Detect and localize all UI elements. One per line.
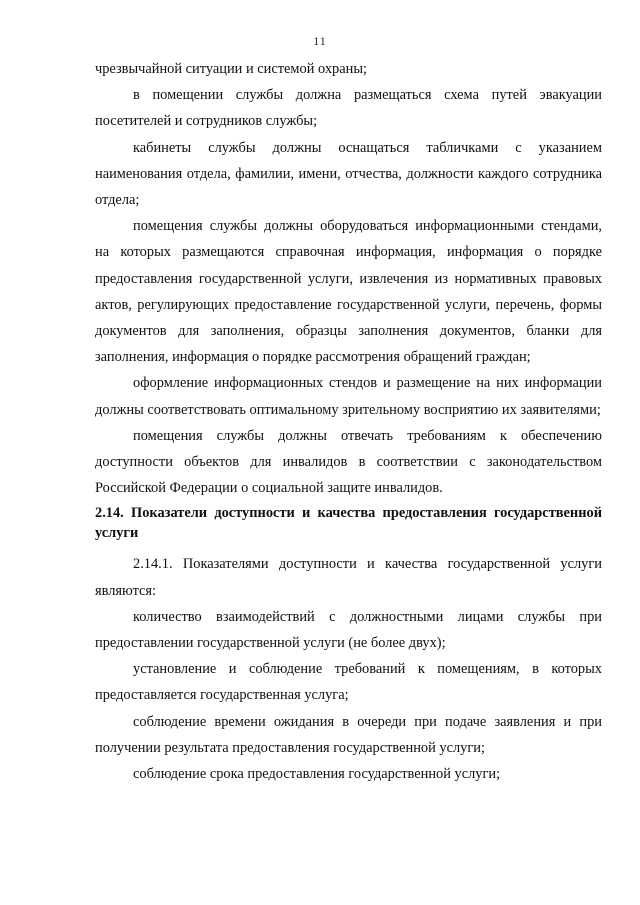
paragraph-continuation: чрезвычайной ситуации и системой охраны; xyxy=(95,61,367,77)
paragraph-info-stands: помещения службы должны оборудоваться информационными стендами, на которых размещаются справочная информация, информация о порядке предоставления государственной услуги, извлечения из нормативных правовых актов, регулирующих предоставление государственной услуги, перечень, формы документов для заполнения, образцы заполнения документов, бланки для заполнения, информация о порядке рассмотрения обращений граждан; xyxy=(95,218,602,366)
paragraph-accessibility: помещения службы должны отвечать требованиям к обеспечению доступности объектов для инвалидов в соответствии с законодательством Российской Федерации о социальной защите инвалидов. xyxy=(95,427,602,497)
paragraph-evacuation-scheme: в помещении службы должна размещаться схема путей эвакуации посетителей и сотрудников службы; xyxy=(95,87,602,130)
paragraph-office-signs: кабинеты службы должны оснащаться табличками с указанием наименования отдела, фамилии, имени, отчества, должности каждого сотрудника отдела; xyxy=(95,139,602,209)
paragraph-interactions-count: количество взаимодействий с должностными лицами службы при предоставлении государственной услуги (не более двух); xyxy=(95,608,602,652)
paragraph-indicators-intro: 2.14.1. Показателями доступности и качества государственной услуги являются: xyxy=(95,556,602,599)
paragraph-premises-requirements: установление и соблюдение требований к помещениям, в которых предоставляется государственная услуга; xyxy=(95,661,602,704)
section-heading: 2.14. Показатели доступности и качества предоставления государственной услуги xyxy=(95,505,602,542)
paragraph-stand-design: оформление информационных стендов и размещение на них информации должны соответствовать оптимальному зрительному восприятию их заявителями; xyxy=(95,375,602,418)
paragraph-service-deadline: соблюдение срока предоставления государственной услуги; xyxy=(133,766,501,783)
document-body xyxy=(95,56,602,787)
paragraph-waiting-time: соблюдение времени ожидания в очереди при подаче заявления и при получении результата предоставления государственной услуги; xyxy=(95,713,602,756)
page-number: 11 xyxy=(313,34,327,48)
